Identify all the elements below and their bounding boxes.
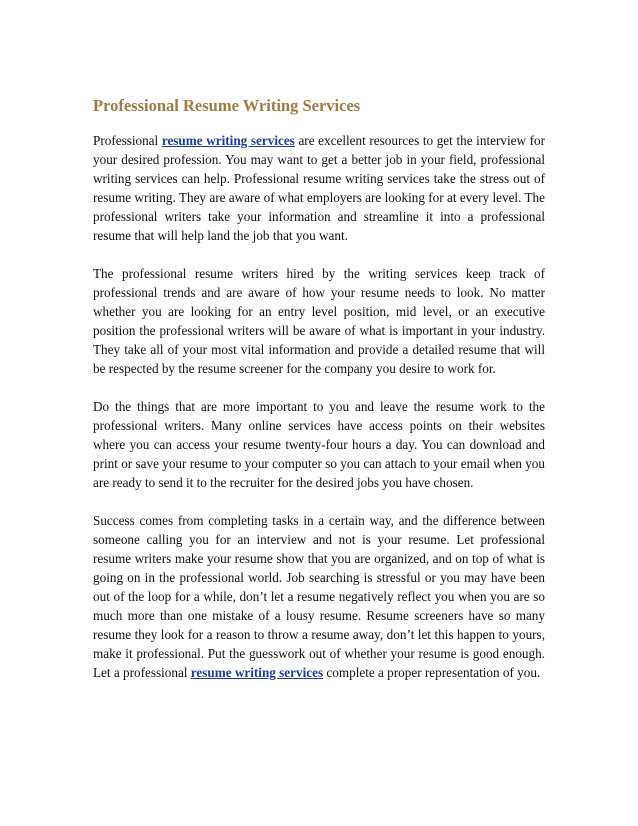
resume-writing-services-link-1[interactable]: resume writing services: [161, 133, 295, 148]
paragraph-2: The professional resume writers hired by the writing services keep track of professional trends and are aware of how your resume needs to look. No matter whether you are looking for an entry level position, mid level, or an executive position the professional writers will be aware of what is important in your industry. They take all of your most vital information and provide a detailed resume that will be respected by the resume screener for the company you desire to work for.: [93, 266, 545, 376]
paragraph-1-before: Professional: [93, 133, 162, 148]
paragraph-3: Do the things that are more important to you and leave the resume work to the professional writers. Many online services have access points on their websites where you can access your resume twenty-four hours a day. You can download and print or save your resume to your computer so you can attach to your email when you are ready to send it to the recruiter for the desired jobs you have chosen.: [93, 399, 545, 490]
paragraph-4: [93, 511, 545, 682]
paragraph-1: [93, 131, 545, 245]
paragraph-4-after: complete a proper representation of you.: [323, 665, 541, 680]
document-title: Professional Resume Writing Services: [93, 96, 361, 115]
resume-writing-services-link-2[interactable]: resume writing services: [190, 665, 324, 680]
paragraph-4-before: Success comes from completing tasks in a certain way, and the difference between someone calling you for an interview and not is your resume. Let professional resume writers make your resume show that you are organized, and on top of what is going on in the professional world. Job searching is stressful or you may have been out of the loop for a while, don’t let a resume negatively reflect you when you are so much more than one mistake of a lousy resume. Resume screeners have so many resume they look for a reason to throw a resume away, don’t let this happen to yours, make it professional. Put the guesswork out of whether your resume is good enough. Let a professional: [93, 513, 545, 680]
document-page: [93, 96, 545, 701]
paragraph-1-after: are excellent resources to get the interview for your desired profession. You may want to get a better job in your field, professional writing services can help. Professional resume writing services take the stress out of resume writing. They are aware of what employers are looking for at every level. The professional writers take your information and streamline it into a professional resume that will help land the job that you want.: [93, 133, 545, 243]
